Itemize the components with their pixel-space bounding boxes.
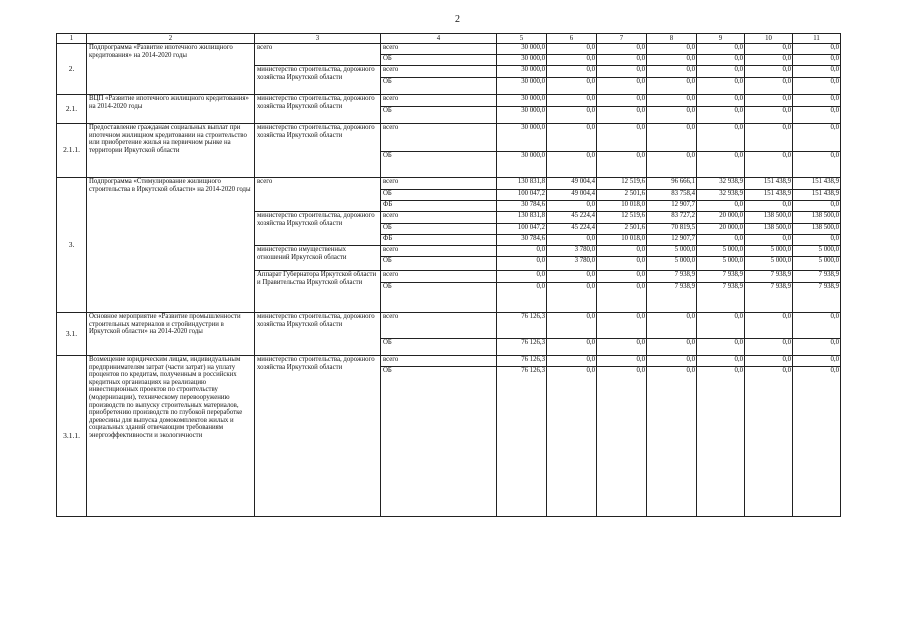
amount-cell: 5 000,0 xyxy=(647,257,697,271)
amount-cell: 0,0 xyxy=(597,356,647,367)
amount-cell: 30 000,0 xyxy=(497,55,547,66)
amount-cell: 0,0 xyxy=(647,313,697,339)
amount-cell: 0,0 xyxy=(547,271,597,283)
item-number: 2. xyxy=(57,44,87,95)
amount-cell: 138 500,0 xyxy=(793,212,841,224)
amount-cell: 0,0 xyxy=(697,235,745,246)
amount-cell: 32 938,9 xyxy=(697,190,745,201)
amount-cell: 30 000,0 xyxy=(497,66,547,78)
amount-cell: 0,0 xyxy=(597,55,647,66)
funding-source: ОБ xyxy=(381,367,497,517)
column-number-header: 11 xyxy=(793,34,841,44)
amount-cell: 0,0 xyxy=(647,107,697,124)
amount-cell: 49 004,4 xyxy=(547,190,597,201)
amount-cell: 0,0 xyxy=(745,367,793,517)
amount-cell: 0,0 xyxy=(547,201,597,212)
amount-cell: 45 224,4 xyxy=(547,224,597,235)
amount-cell: 7 938,9 xyxy=(647,271,697,283)
amount-cell: 12 519,6 xyxy=(597,212,647,224)
amount-cell: 130 831,8 xyxy=(497,178,547,190)
amount-cell: 83 758,4 xyxy=(647,190,697,201)
amount-cell: 0,0 xyxy=(745,44,793,55)
amount-cell: 5 000,0 xyxy=(697,246,745,257)
item-name: Подпрограмма «Развитие ипотечного жилищного кредитования» на 2014-2020 годы xyxy=(87,44,255,95)
amount-cell: 0,0 xyxy=(697,201,745,212)
amount-cell: 0,0 xyxy=(697,124,745,152)
amount-cell: 0,0 xyxy=(547,44,597,55)
column-number-header: 6 xyxy=(547,34,597,44)
responsible-executor: всего xyxy=(255,178,381,212)
amount-cell: 30 000,0 xyxy=(497,78,547,95)
column-number-header: 8 xyxy=(647,34,697,44)
amount-cell: 12 519,6 xyxy=(597,178,647,190)
amount-cell: 0,0 xyxy=(497,283,547,313)
amount-cell: 0,0 xyxy=(597,152,647,178)
amount-cell: 0,0 xyxy=(793,44,841,55)
funding-source: ОБ xyxy=(381,283,497,313)
amount-cell: 138 500,0 xyxy=(793,224,841,235)
amount-cell: 0,0 xyxy=(547,356,597,367)
amount-cell: 0,0 xyxy=(547,107,597,124)
amount-cell: 30 000,0 xyxy=(497,95,547,107)
budget-table xyxy=(56,33,841,517)
funding-source: всего xyxy=(381,124,497,152)
funding-source: ОБ xyxy=(381,339,497,356)
amount-cell: 0,0 xyxy=(697,356,745,367)
amount-cell: 100 047,2 xyxy=(497,190,547,201)
amount-cell: 138 500,0 xyxy=(745,224,793,235)
amount-cell: 0,0 xyxy=(597,124,647,152)
amount-cell: 0,0 xyxy=(745,201,793,212)
amount-cell: 2 501,6 xyxy=(597,224,647,235)
amount-cell: 76 126,3 xyxy=(497,367,547,517)
amount-cell: 30 000,0 xyxy=(497,124,547,152)
amount-cell: 0,0 xyxy=(697,107,745,124)
amount-cell: 0,0 xyxy=(745,356,793,367)
column-number-header: 10 xyxy=(745,34,793,44)
funding-source: всего xyxy=(381,178,497,190)
amount-cell: 5 000,0 xyxy=(647,246,697,257)
responsible-executor: Аппарат Губернатора Иркутской области и Правительства Иркутской области xyxy=(255,271,381,313)
amount-cell: 0,0 xyxy=(697,152,745,178)
funding-source: ОБ xyxy=(381,107,497,124)
responsible-executor: министерство строительства, дорожного хозяйства Иркутской области xyxy=(255,356,381,517)
amount-cell: 7 938,9 xyxy=(793,283,841,313)
amount-cell: 0,0 xyxy=(793,124,841,152)
amount-cell: 49 004,4 xyxy=(547,178,597,190)
column-number-header: 9 xyxy=(697,34,745,44)
amount-cell: 0,0 xyxy=(745,107,793,124)
amount-cell: 0,0 xyxy=(745,235,793,246)
amount-cell: 12 907,7 xyxy=(647,201,697,212)
amount-cell: 0,0 xyxy=(793,66,841,78)
amount-cell: 7 938,9 xyxy=(647,283,697,313)
amount-cell: 0,0 xyxy=(647,55,697,66)
amount-cell: 0,0 xyxy=(647,95,697,107)
amount-cell: 0,0 xyxy=(497,271,547,283)
funding-source: ФБ xyxy=(381,201,497,212)
amount-cell: 0,0 xyxy=(647,339,697,356)
responsible-executor: министерство имущественных отношений Иркутской области xyxy=(255,246,381,271)
item-number: 3.1.1. xyxy=(57,356,87,517)
table-row xyxy=(57,178,841,190)
amount-cell: 0,0 xyxy=(597,246,647,257)
funding-source: всего xyxy=(381,271,497,283)
amount-cell: 0,0 xyxy=(793,107,841,124)
amount-cell: 30 784,6 xyxy=(497,201,547,212)
funding-source: ОБ xyxy=(381,55,497,66)
amount-cell: 0,0 xyxy=(793,313,841,339)
amount-cell: 96 666,1 xyxy=(647,178,697,190)
amount-cell: 0,0 xyxy=(547,283,597,313)
responsible-executor: министерство строительства, дорожного хозяйства Иркутской области xyxy=(255,95,381,124)
amount-cell: 45 224,4 xyxy=(547,212,597,224)
amount-cell: 20 000,0 xyxy=(697,212,745,224)
amount-cell: 0,0 xyxy=(745,95,793,107)
amount-cell: 7 938,9 xyxy=(697,283,745,313)
amount-cell: 0,0 xyxy=(793,235,841,246)
funding-source: всего xyxy=(381,95,497,107)
amount-cell: 0,0 xyxy=(745,124,793,152)
funding-source: всего xyxy=(381,66,497,78)
amount-cell: 0,0 xyxy=(793,152,841,178)
amount-cell: 0,0 xyxy=(745,152,793,178)
amount-cell: 0,0 xyxy=(745,313,793,339)
amount-cell: 0,0 xyxy=(793,339,841,356)
amount-cell: 0,0 xyxy=(697,78,745,95)
amount-cell: 0,0 xyxy=(697,55,745,66)
amount-cell: 0,0 xyxy=(647,66,697,78)
amount-cell: 0,0 xyxy=(697,66,745,78)
amount-cell: 0,0 xyxy=(597,339,647,356)
amount-cell: 0,0 xyxy=(647,124,697,152)
amount-cell: 0,0 xyxy=(793,201,841,212)
funding-source: всего xyxy=(381,313,497,339)
amount-cell: 76 126,3 xyxy=(497,339,547,356)
item-name: ВЦП «Развитие ипотечного жилищного кредитования» на 2014-2020 годы xyxy=(87,95,255,124)
amount-cell: 5 000,0 xyxy=(745,257,793,271)
amount-cell: 10 018,0 xyxy=(597,235,647,246)
amount-cell: 10 018,0 xyxy=(597,201,647,212)
amount-cell: 0,0 xyxy=(547,313,597,339)
amount-cell: 0,0 xyxy=(745,339,793,356)
amount-cell: 0,0 xyxy=(547,367,597,517)
amount-cell: 0,0 xyxy=(745,55,793,66)
amount-cell: 70 819,5 xyxy=(647,224,697,235)
responsible-executor: министерство строительства, дорожного хозяйства Иркутской области xyxy=(255,212,381,246)
amount-cell: 76 126,3 xyxy=(497,356,547,367)
amount-cell: 12 907,7 xyxy=(647,235,697,246)
column-number-header: 5 xyxy=(497,34,547,44)
funding-source: всего xyxy=(381,212,497,224)
funding-source: всего xyxy=(381,44,497,55)
amount-cell: 0,0 xyxy=(745,66,793,78)
item-number: 2.1.1. xyxy=(57,124,87,178)
funding-source: ФБ xyxy=(381,235,497,246)
table-row xyxy=(57,313,841,339)
funding-source: ОБ xyxy=(381,78,497,95)
responsible-executor: министерство строительства, дорожного хозяйства Иркутской области xyxy=(255,313,381,356)
amount-cell: 0,0 xyxy=(745,78,793,95)
amount-cell: 0,0 xyxy=(497,246,547,257)
amount-cell: 0,0 xyxy=(597,313,647,339)
item-number: 3.1. xyxy=(57,313,87,356)
responsible-executor: всего xyxy=(255,44,381,66)
item-name: Возмещение юридическим лицам, индивидуальным предпринимателям затрат (части затрат) на уплату процентов по кредитам, полученным в российских кредитных организациях на реализацию инвестиционных проектов по строительству (модернизации), техническому перевооружению производств по выпуску строительных материалов, приобретению производств по глубокой переработке древесины для выпуска домокомплектов жилых и социальных зданий отвечающим требованиям энергоэффективности и экологичности xyxy=(87,356,255,517)
column-number-header: 4 xyxy=(381,34,497,44)
amount-cell: 0,0 xyxy=(697,339,745,356)
column-number-header: 7 xyxy=(597,34,647,44)
amount-cell: 0,0 xyxy=(597,257,647,271)
amount-cell: 7 938,9 xyxy=(793,271,841,283)
amount-cell: 30 000,0 xyxy=(497,107,547,124)
amount-cell: 7 938,9 xyxy=(697,271,745,283)
amount-cell: 0,0 xyxy=(547,55,597,66)
amount-cell: 151 438,9 xyxy=(793,178,841,190)
amount-cell: 0,0 xyxy=(597,78,647,95)
item-name: Подпрограмма «Стимулирование жилищного строительства в Иркутской области» на 2014-2020 годы xyxy=(87,178,255,313)
amount-cell: 30 000,0 xyxy=(497,152,547,178)
amount-cell: 0,0 xyxy=(793,95,841,107)
funding-source: ОБ xyxy=(381,257,497,271)
amount-cell: 2 501,6 xyxy=(597,190,647,201)
amount-cell: 83 727,2 xyxy=(647,212,697,224)
amount-cell: 0,0 xyxy=(697,367,745,517)
amount-cell: 7 938,9 xyxy=(745,271,793,283)
amount-cell: 0,0 xyxy=(547,152,597,178)
amount-cell: 20 000,0 xyxy=(697,224,745,235)
responsible-executor: министерство строительства, дорожного хозяйства Иркутской области xyxy=(255,124,381,178)
amount-cell: 0,0 xyxy=(697,95,745,107)
page-number: 2 xyxy=(455,14,460,25)
column-number-header: 2 xyxy=(87,34,255,44)
amount-cell: 7 938,9 xyxy=(745,283,793,313)
amount-cell: 0,0 xyxy=(597,44,647,55)
header-row xyxy=(57,34,841,44)
responsible-executor: министерство строительства, дорожного хозяйства Иркутской области xyxy=(255,66,381,95)
amount-cell: 0,0 xyxy=(547,124,597,152)
item-number: 2.1. xyxy=(57,95,87,124)
amount-cell: 0,0 xyxy=(697,313,745,339)
amount-cell: 0,0 xyxy=(547,339,597,356)
column-number-header: 3 xyxy=(255,34,381,44)
funding-source: ОБ xyxy=(381,152,497,178)
amount-cell: 0,0 xyxy=(547,235,597,246)
amount-cell: 5 000,0 xyxy=(793,257,841,271)
funding-source: всего xyxy=(381,356,497,367)
table-row xyxy=(57,44,841,55)
amount-cell: 0,0 xyxy=(793,55,841,66)
item-number: 3. xyxy=(57,178,87,313)
amount-cell: 151 438,9 xyxy=(793,190,841,201)
table-row xyxy=(57,95,841,107)
amount-cell: 30 000,0 xyxy=(497,44,547,55)
amount-cell: 3 780,0 xyxy=(547,257,597,271)
amount-cell: 0,0 xyxy=(547,78,597,95)
amount-cell: 3 780,0 xyxy=(547,246,597,257)
amount-cell: 76 126,3 xyxy=(497,313,547,339)
amount-cell: 151 438,9 xyxy=(745,190,793,201)
amount-cell: 5 000,0 xyxy=(697,257,745,271)
funding-source: всего xyxy=(381,246,497,257)
amount-cell: 0,0 xyxy=(793,356,841,367)
amount-cell: 0,0 xyxy=(497,257,547,271)
amount-cell: 0,0 xyxy=(697,44,745,55)
amount-cell: 0,0 xyxy=(547,66,597,78)
item-name: Предоставление гражданам социальных выплат при ипотечном жилищном кредитовании на строительство или приобретение жилья на первичном рынке на территории Иркутской области xyxy=(87,124,255,178)
amount-cell: 0,0 xyxy=(597,66,647,78)
amount-cell: 0,0 xyxy=(597,95,647,107)
amount-cell: 32 938,9 xyxy=(697,178,745,190)
amount-cell: 5 000,0 xyxy=(745,246,793,257)
amount-cell: 0,0 xyxy=(597,107,647,124)
funding-source: ОБ xyxy=(381,224,497,235)
item-name: Основное мероприятие «Развитие промышленности строительных материалов и стройиндустрии в Иркутской области» на 2014-2020 годы xyxy=(87,313,255,356)
amount-cell: 0,0 xyxy=(597,271,647,283)
funding-source: ОБ xyxy=(381,190,497,201)
amount-cell: 130 831,8 xyxy=(497,212,547,224)
table-row xyxy=(57,356,841,367)
amount-cell: 0,0 xyxy=(597,283,647,313)
amount-cell: 30 784,6 xyxy=(497,235,547,246)
table-row xyxy=(57,124,841,152)
amount-cell: 0,0 xyxy=(547,95,597,107)
amount-cell: 0,0 xyxy=(647,356,697,367)
amount-cell: 0,0 xyxy=(647,152,697,178)
amount-cell: 0,0 xyxy=(647,44,697,55)
amount-cell: 0,0 xyxy=(793,367,841,517)
amount-cell: 0,0 xyxy=(597,367,647,517)
amount-cell: 0,0 xyxy=(793,78,841,95)
amount-cell: 0,0 xyxy=(647,367,697,517)
amount-cell: 151 438,9 xyxy=(745,178,793,190)
amount-cell: 5 000,0 xyxy=(793,246,841,257)
amount-cell: 0,0 xyxy=(647,78,697,95)
amount-cell: 138 500,0 xyxy=(745,212,793,224)
amount-cell: 100 047,2 xyxy=(497,224,547,235)
column-number-header: 1 xyxy=(57,34,87,44)
